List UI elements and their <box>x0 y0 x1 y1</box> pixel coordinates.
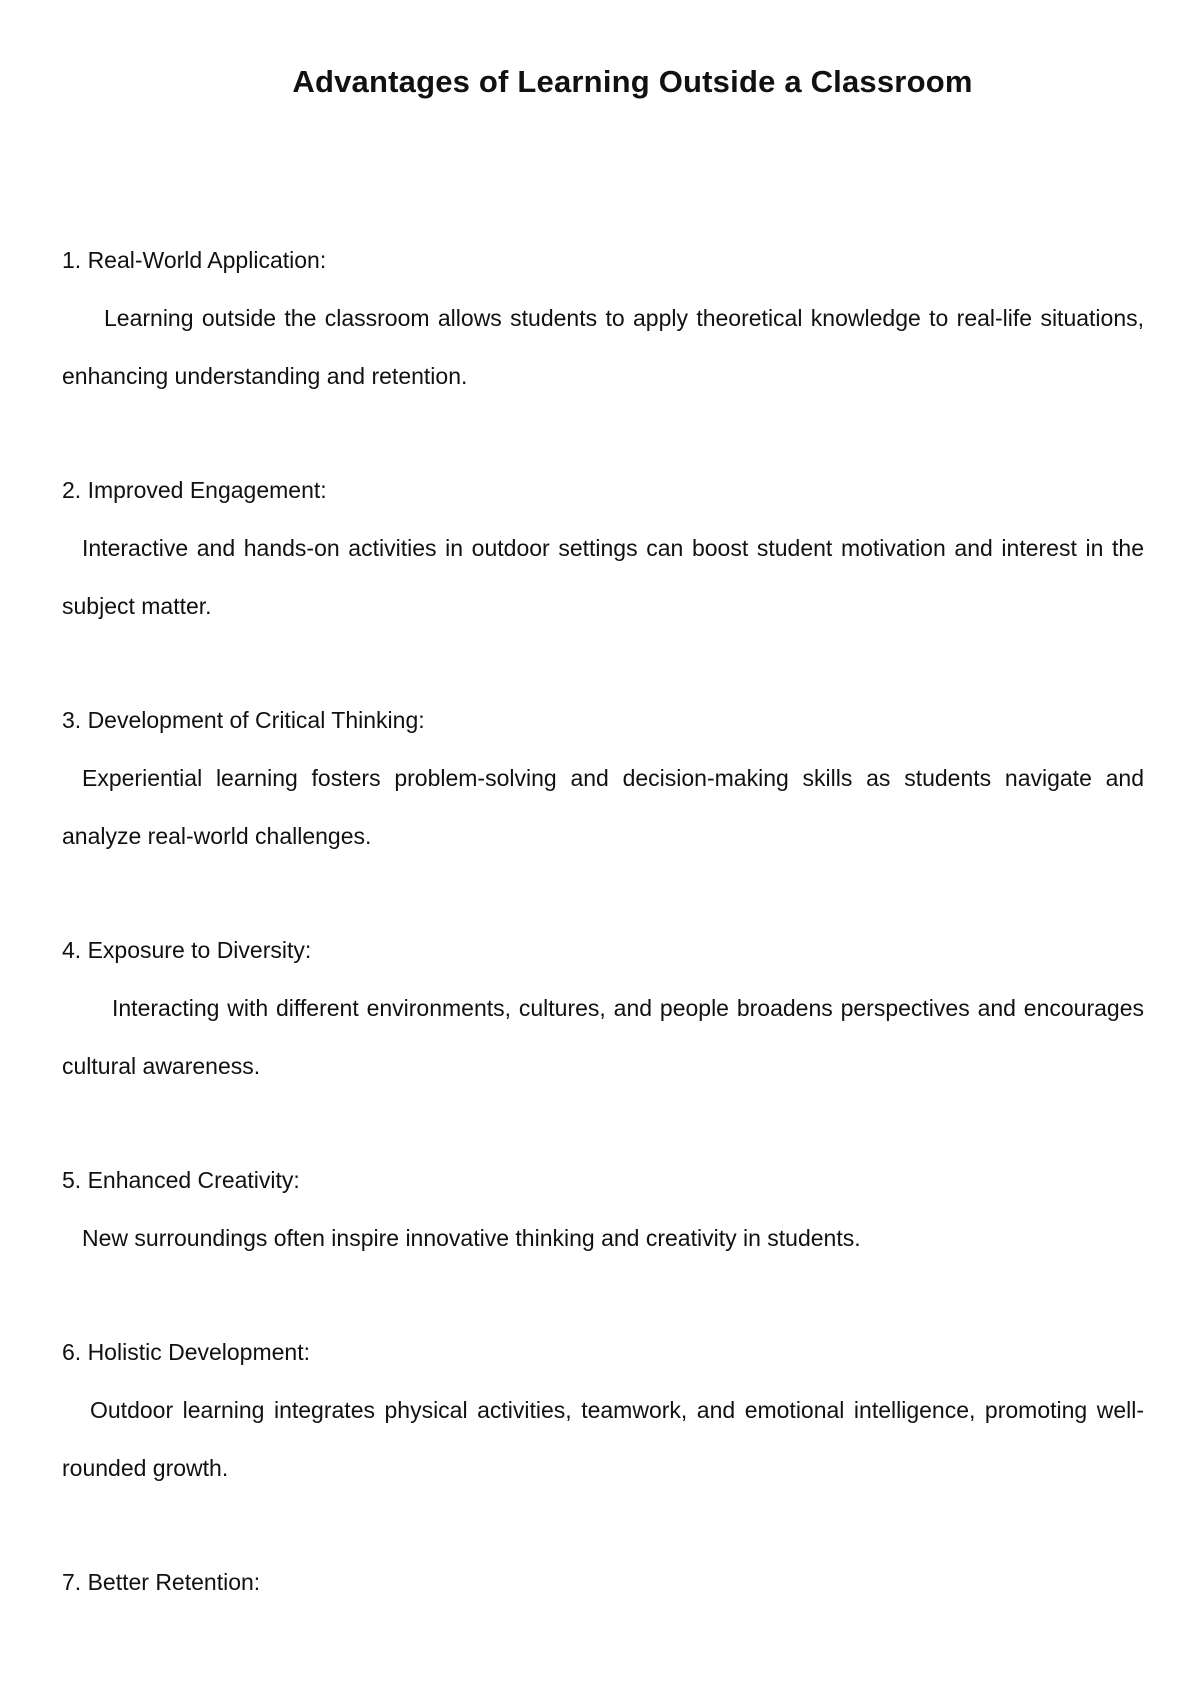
section-text: Interactive and hands-on activities in outdoor settings can boost student motivation and interest in the subject matter. <box>62 535 1144 619</box>
section-real-world-application <box>62 245 1144 405</box>
section-heading: 4. Exposure to Diversity: <box>62 937 312 963</box>
page-title: Advantages of Learning Outside a Classroom <box>292 64 973 99</box>
section-text: Outdoor learning integrates physical activities, teamwork, and emotional intelligence, promoting well-rounded growth. <box>62 1397 1144 1481</box>
section-text: New surroundings often inspire innovative thinking and creativity in students. <box>82 1225 861 1251</box>
section-text: Learning outside the classroom allows students to apply theoretical knowledge to real-life situations, enhancing understanding and retention. <box>62 305 1144 389</box>
section-heading: 2. Improved Engagement: <box>62 477 327 503</box>
section-critical-thinking <box>62 705 1144 865</box>
section-improved-engagement <box>62 475 1144 635</box>
section-text: Experiential learning fosters problem-solving and decision-making skills as students navigate and analyze real-world challenges. <box>62 765 1144 849</box>
section-exposure-to-diversity <box>62 935 1144 1095</box>
section-enhanced-creativity <box>62 1165 1144 1267</box>
section-heading: 5. Enhanced Creativity: <box>62 1167 300 1193</box>
section-heading: 6. Holistic Development: <box>62 1339 310 1365</box>
section-heading: 3. Development of Critical Thinking: <box>62 707 425 733</box>
section-heading: 7. Better Retention: <box>62 1569 261 1595</box>
section-text: Interacting with different environments, cultures, and people broadens perspectives and encourages cultural awareness. <box>62 995 1144 1079</box>
section-holistic-development <box>62 1337 1144 1497</box>
section-better-retention <box>62 1567 1144 1597</box>
section-heading: 1. Real-World Application: <box>62 247 327 273</box>
